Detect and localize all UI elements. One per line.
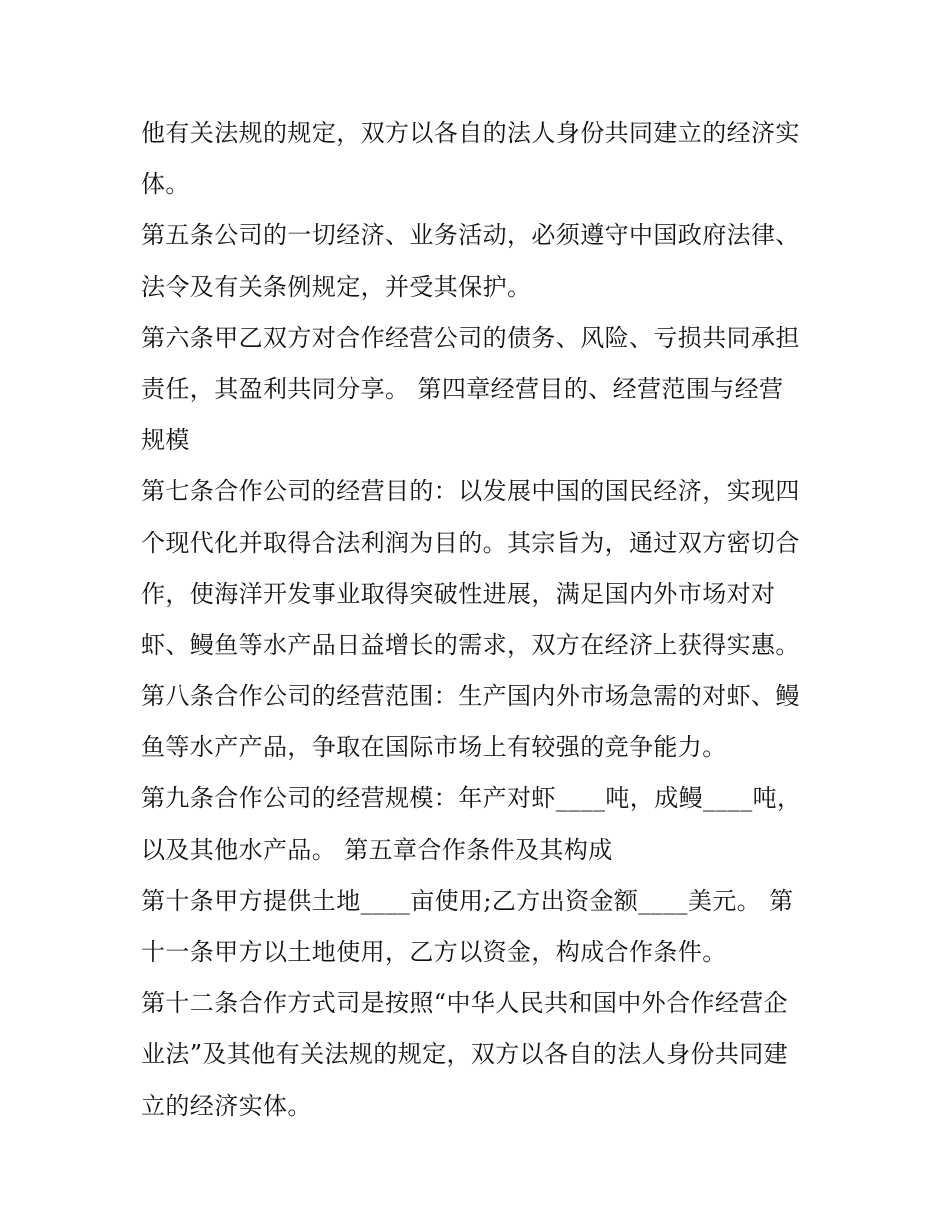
text-line: 鱼等水产产品，争取在国际市场上有较强的竞争能力。 [141,733,727,762]
text-line: 责任，其盈利共同分享。 第四章经营目的、经营范围与经营 [141,374,784,403]
text-line: 第十二条合作方式司是按照“中华人民共和国中外合作经营企 [141,989,789,1018]
text-line: 第七条合作公司的经营目的：以发展中国的国民经济，实现四 [141,477,800,506]
text-line: 规模 [141,426,190,455]
text-line: 第六条甲乙双方对合作经营公司的债务、风险、亏损共同承担 [141,323,800,352]
text-line: 第五条公司的一切经济、业务活动，必须遵守中国政府法律、 [141,221,800,250]
text-line: 十一条甲方以土地使用，乙方以资金，构成合作条件。 [141,938,727,966]
text-line: 法令及有关条例规定，并受其保护。 [141,272,532,301]
text-line: 第十条甲方提供土地____亩使用;乙方出资金额____美元。 第 [141,886,794,915]
text-line: 个现代化并取得合法利润为目的。其宗旨为，通过双方密切合 [141,528,800,557]
contract-text [141,108,821,1132]
text-line: 以及其他水产品。 第五章合作条件及其构成 [141,835,613,864]
text-line: 立的经济实体。 [141,1091,312,1120]
text-line: 第九条合作公司的经营规模：年产对虾____吨，成鳗____吨， [141,784,802,813]
text-line: 虾、鳗鱼等水产品日益增长的需求，双方在经济上获得实惠。 [141,630,800,659]
text-line: 作，使海洋开发事业取得突破性进展，满足国内外市场对对 [141,579,776,608]
text-line: 体。 [141,170,190,199]
text-line: 他有关法规的规定，双方以各自的法人身份共同建立的经济实 [141,119,800,147]
text-line: 业法”及其他有关法规的规定，双方以各自的法人身份共同建 [141,1040,789,1069]
text-line: 第八条合作公司的经营范围：生产国内外市场急需的对虾、鳗 [141,682,800,711]
